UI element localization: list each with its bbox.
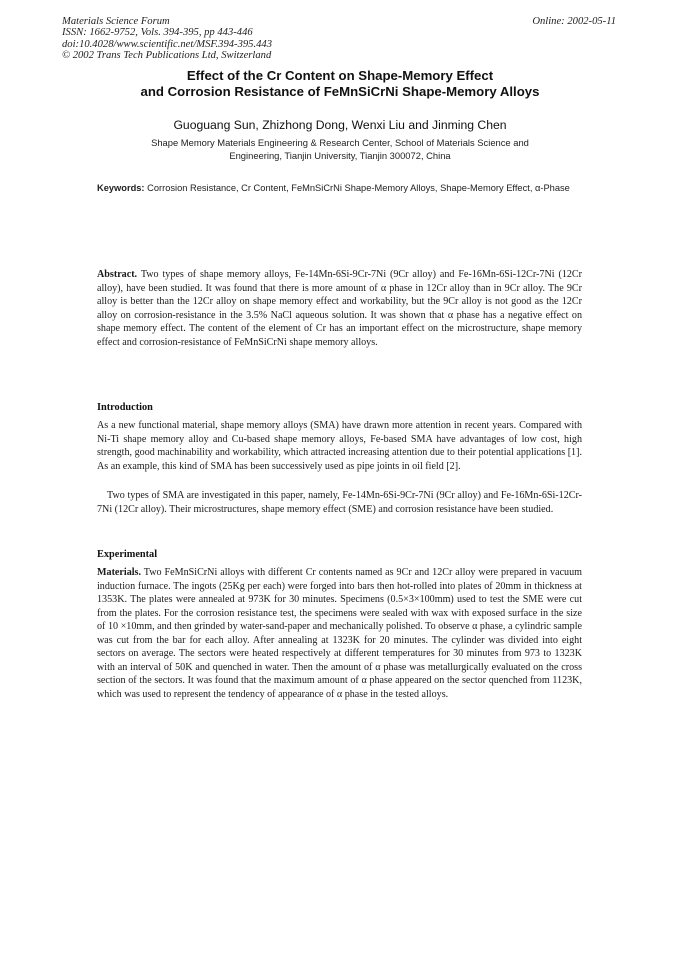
issn-line: ISSN: 1662-9752, Vols. 394-395, pp 443-446 — [62, 27, 253, 39]
keywords-text: Corrosion Resistance, Cr Content, FeMnSiCrNi Shape-Memory Alloys, Shape-Memory Effect, α-Phase — [147, 183, 570, 193]
keywords-label: Keywords: — [97, 183, 145, 193]
abstract-text: Two types of shape memory alloys, Fe-14Mn-6Si-9Cr-7Ni (9Cr alloy) and Fe-16Mn-6Si-12Cr-7Ni (12Cr alloy), have been studied. It was found that there is more amount of α phase in 12Cr alloy than in 9Cr alloy. The 9Cr alloy is better than the 12Cr alloy on shape memory effect and workability, but the 9Cr alloy is not good as the 12Cr alloy on corrosion-resistance in the 3.5% NaCl aqueous solution. It was shown that α phase has a negative effect on shape memory effect. The content of the element of Cr has an important effect on the microstructure, shape memory effect and corrosion-resistance of FeMnSiCrNi shape memory alloys. — [97, 269, 583, 348]
title-line-1: Effect of the Cr Content on Shape-Memory Effect — [186, 68, 494, 83]
abstract-label: Abstract. — [97, 269, 138, 280]
affiliation-line-2: Engineering, Tianjin University, Tianjin 300072, China — [229, 149, 451, 161]
keywords — [97, 182, 583, 195]
introduction-paragraph-1: As a new functional material, shape memory alloys (SMA) have drawn more attention in recent years. Compared with Ni-Ti shape memory alloy and Cu-based shape memory alloys, Fe-based SMA have advantages of low cost, high strength, good machinability and workability, which attracted increasing attention due to their potential applications [1]. As an example, this kind of SMA has been successively used as pipe joints in oil field [2]. — [97, 420, 582, 472]
doi-line: doi:10.4028/www.scientific.net/MSF.394-395.443 — [62, 38, 272, 50]
citation-header — [62, 16, 482, 61]
author-list: Guoguang Sun, Zhizhong Dong, Wenxi Liu and Jinming Chen — [173, 118, 507, 132]
introduction-paragraph-2: Two types of SMA are investigated in this paper, namely, Fe-14Mn-6Si-9Cr-7Ni (9Cr alloy) and Fe-16Mn-6Si-12Cr-7Ni (12Cr alloy). Their microstructures, shape memory effect (SME) and corrosion resistance have been studied. — [97, 490, 582, 515]
materials-paragraph — [97, 566, 582, 701]
journal-name: Materials Science Forum — [62, 16, 170, 27]
online-date: Online: 2002-05-11 — [532, 16, 616, 27]
copyright-line: © 2002 Trans Tech Publications Ltd, Switzerland — [62, 49, 272, 61]
title-line-2: and Corrosion Resistance of FeMnSiCrNi Shape-Memory Alloys — [140, 84, 540, 99]
materials-text: Two FeMnSiCrNi alloys with different Cr contents named as 9Cr and 12Cr alloy were prepared in vacuum induction furnace. The ingots (25Kg per each) were forged into bars then hot-rolled into plates of 20mm in thickness at 1353K. The plates were annealed at 973K for 30 minutes. Specimens (0.5×3×100mm) used to test the SME were cut from the plates. For the corrosion resistance test, the specimens were sealed with wax with exposed surface in the size of 10 ×10mm, and then grinded by water-sand-paper and mechanically polished. To observe α phase, a cylindric sample was cut from the bar for each alloy. After annealing at 1323K for 20 minutes. The cylinder was divided into eight sectors on average. The sectors were heated respectively at different temperatures for 30 minutes from 973 to 1323K with an interval of 50K and quenched in water. Then the amount of α phase was metallurgically evaluated on the cross section of the sectors. It was found that the maximum amount of α phase appeared on the sector quenched from 1123K, which was used to represent the tendency of appearance of α phase in the tested alloys. — [97, 567, 582, 700]
materials-label: Materials. — [97, 567, 142, 578]
affiliation — [90, 137, 590, 162]
abstract — [97, 268, 582, 349]
affiliation-line-1: Shape Memory Materials Engineering & Research Center, School of Materials Science and — [151, 137, 529, 148]
experimental-heading: Experimental — [97, 549, 158, 560]
introduction-heading: Introduction — [97, 402, 153, 413]
paper-title — [70, 68, 610, 100]
